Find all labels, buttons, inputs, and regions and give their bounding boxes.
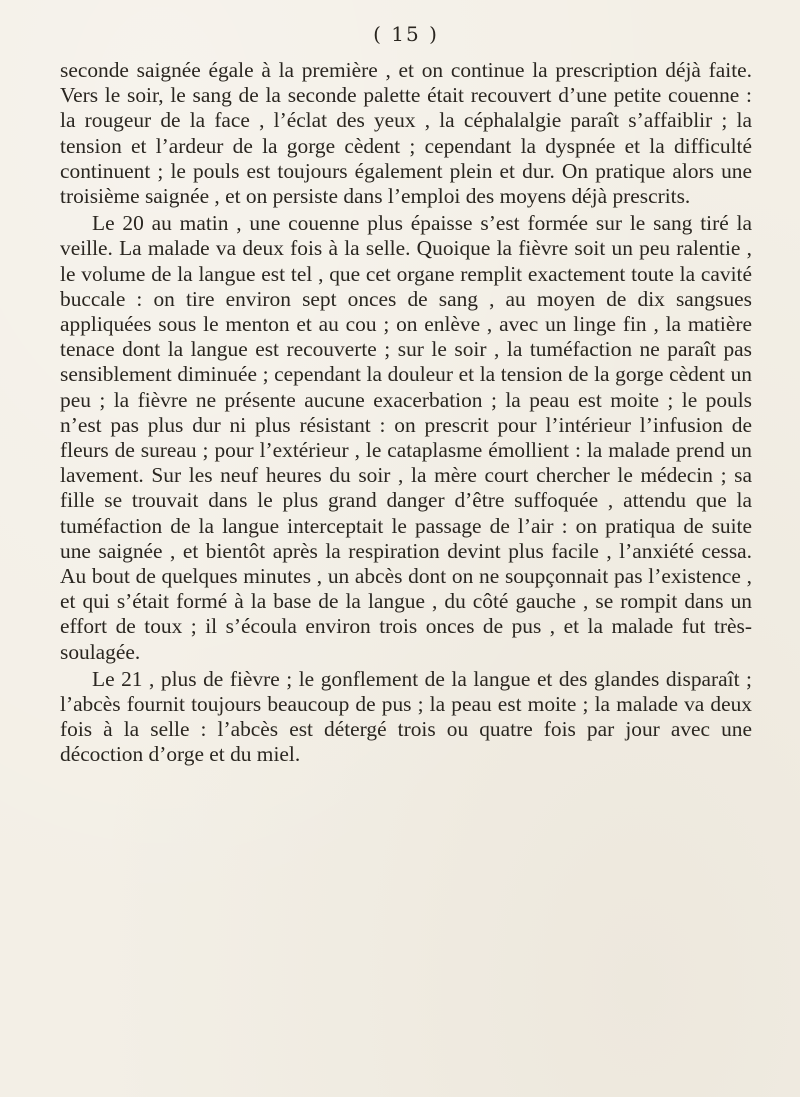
paragraph-2: Le 20 au matin , une couenne plus épaisse s’est formée sur le sang tiré la veille. La malade va deux fois à la selle. Quoique la fièvre soit un peu ralentie , le volume de la langue est tel , que cet organe remplit exactement toute la cavité buccale : on tire environ sept onces de sang , au moyen de dix sangsues appliquées sous le menton et au cou ; on enlève , avec un linge fin , la matière tenace dont la langue est recouverte ; sur le soir , la tuméfaction ne paraît pas sensiblement diminuée ; cependant la douleur et la tension de la gorge cèdent un peu ; la fièvre ne présente aucune exacerbation ; la peau est moite ; le pouls n’est pas plus dur ni plus résistant : on prescrit pour l’intérieur l’infusion de fleurs de sureau ; pour l’extérieur , le cataplasme émollient : la malade prend un lavement. Sur les neuf heures du soir , la mère court chercher le médecin ; sa fille se trouvait dans le plus grand danger d’être suffoquée , attendu que la tuméfaction de la langue interceptait le passage de l’air : on pratiqua de suite une saignée , et bientôt après la respiration devint plus facile , l’anxiété cessa. Au bout de quelques minutes , un abcès dont on ne soupçonnait pas l’existence , et qui s’était formé à la base de la langue , du côté gauche , se rompit dans un effort de toux ; il s’écoula environ trois onces de pus , et la malade fut très-soulagée. <box>60 211 752 664</box>
paragraph-1: seconde saignée égale à la première , et on continue la prescription déjà faite. Vers le soir, le sang de la seconde palette était recouvert d’une petite couenne : la rougeur de la face , l’éclat des yeux , la céphalalgie paraît s’affaiblir ; la tension et l’ardeur de la gorge cèdent ; cependant la dyspnée et la difficulté continuent ; le pouls est toujours également plein et dur. On pratique alors une troisième saignée , et on persiste dans l’emploi des moyens déjà prescrits. <box>60 58 752 209</box>
page-number: ( 15 ) <box>373 22 439 46</box>
paragraph-3: Le 21 , plus de fièvre ; le gonflement de la langue et des glandes disparaît ; l’abcès fournit toujours beaucoup de pus ; la peau est moite ; la malade va deux fois à la selle : l’abcès est détergé trois ou quatre fois par jour avec une décoction d’orge et du miel. <box>60 666 752 767</box>
